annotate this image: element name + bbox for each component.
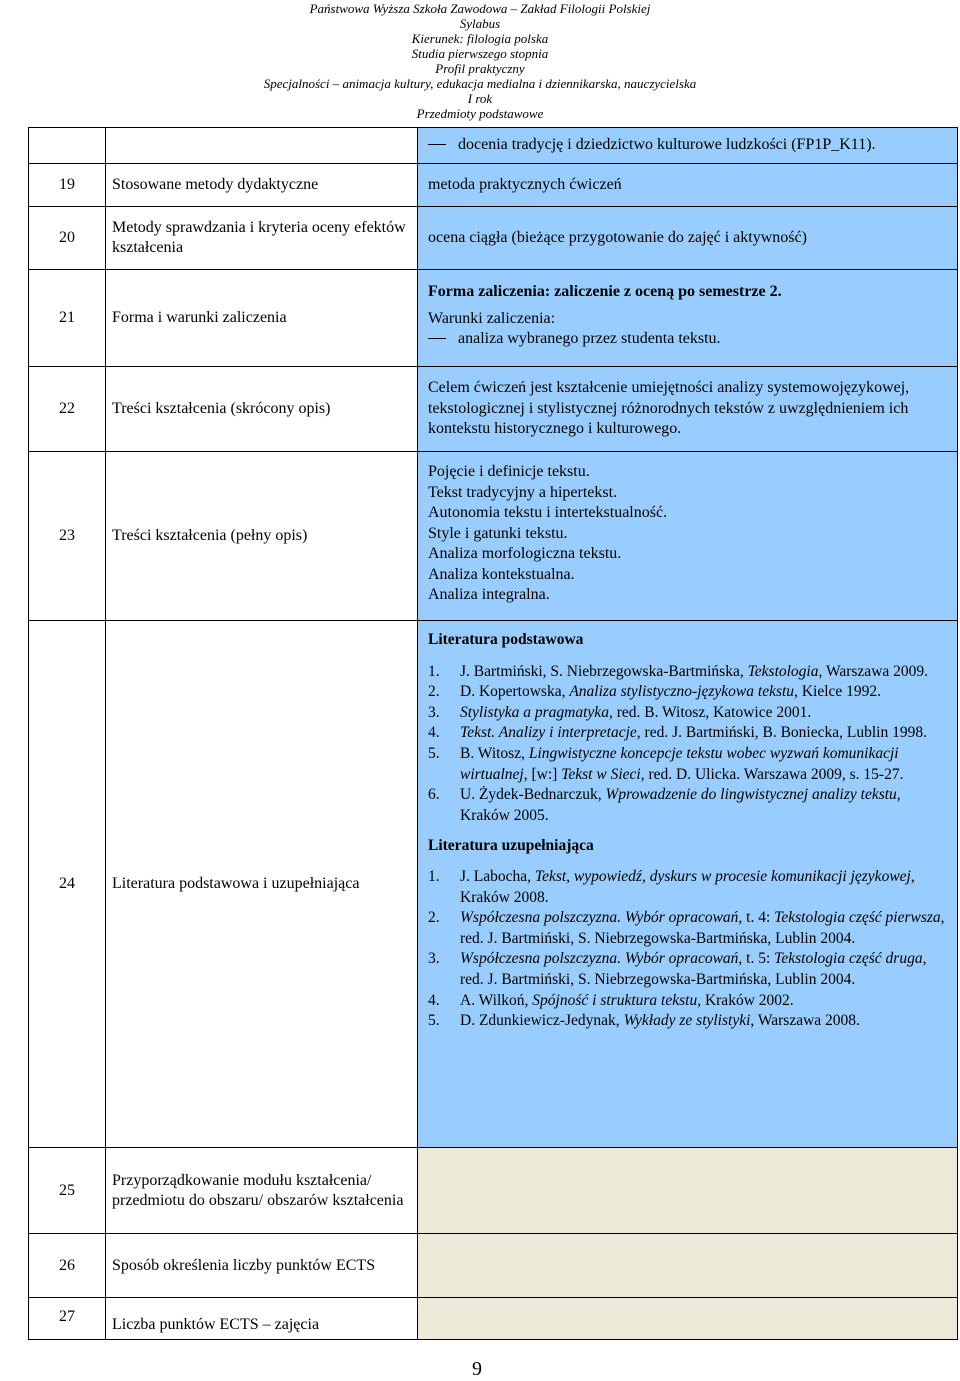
header-rok: I rok	[467, 91, 493, 106]
dash-bullet	[428, 144, 446, 145]
literature-item: 2. D. Kopertowska, Analiza stylistyczno-językowa tekstu, Kielce 1992.	[428, 683, 882, 701]
literature-item: 1. J. Labocha, Tekst, wypowiedź, dyskurs w procesie komunikacji językowej, Kraków 2008.	[428, 867, 915, 906]
header-sylabus: Sylabus	[459, 16, 501, 31]
row-label: Metody sprawdzania i kryteria oceny efektów kształcenia	[105, 206, 418, 270]
literature-item: 3. Współczesna polszczyzna. Wybór opracowań, t. 5: Tekstologia część druga, red. J. Bartmiński, S. Niebrzegowska-Bartmińska, Lublin 2004.	[428, 950, 927, 988]
header-kierunek: Kierunek: filologia polska	[411, 31, 549, 46]
row-label: Stosowane metody dydaktyczne	[105, 163, 418, 207]
header-przedmioty: Przedmioty podstawowe	[416, 106, 544, 121]
row-label: Literatura podstawowa i uzupełniająca	[105, 620, 418, 1148]
row-label: Przyporządkowanie modułu kształcenia/ przedmiotu do obszaru/ obszarów kształcenia	[105, 1147, 418, 1234]
credit-conditions-label: Warunki zaliczenia:	[428, 309, 556, 327]
row-value-cell	[417, 127, 958, 164]
methods-text: metoda praktycznych ćwiczeń	[428, 175, 622, 193]
literature-item: 2. Współczesna polszczyzna. Wybór opracowań, t. 4: Tekstologia część pierwsza, red. J. Bartmiński, S. Niebrzegowska-Bartmińska, Lublin 2004.	[428, 909, 945, 947]
literature-item: 4. A. Wilkoń, Spójność i struktura tekstu, Kraków 2002.	[428, 991, 794, 1009]
content-item: Autonomia tekstu i intertekstualność.	[428, 504, 668, 521]
row-label-cell	[105, 127, 418, 164]
row-value-empty	[417, 1233, 958, 1298]
row-number: 19	[28, 163, 106, 207]
document-header	[0, 0, 960, 120]
row-label: Treści kształcenia (pełny opis)	[105, 451, 418, 621]
row-value-empty	[417, 1297, 958, 1340]
outcome-text: docenia tradycję i dziedzictwo kulturowe ludzkości (FP1P_K11).	[458, 136, 876, 154]
row-number: 20	[28, 206, 106, 270]
extra-literature-heading: Literatura uzupełniająca	[428, 837, 594, 855]
content-summary: Celem ćwiczeń jest kształcenie umiejętności analizy systemowojęzykowej, tekstologicznej i stylistycznej różnorodnych tekstów z uwzględnieniem ich kontekstu historycznego i kulturowego.	[428, 379, 910, 438]
literature-item: 4. Tekst. Analizy i interpretacje, red. J. Bartmiński, B. Boniecka, Lublin 1998.	[428, 724, 927, 742]
content-item: Analiza morfologiczna tekstu.	[428, 545, 622, 562]
row-value	[417, 163, 958, 207]
dash-bullet	[428, 338, 446, 339]
header-specjalnosci: Specjalności – animacja kultury, edukacja medialna i dziennikarska, nauczycielska	[263, 76, 697, 91]
content-item: Pojęcie i definicje tekstu.	[428, 463, 590, 480]
row-number: 27	[28, 1297, 106, 1340]
form-of-credit: Forma zaliczenia: zaliczenie z oceną po semestrze 2.	[428, 283, 782, 300]
extra-literature-list	[428, 867, 947, 1032]
row-value-empty	[417, 1147, 958, 1234]
row-label: Forma i warunki zaliczenia	[105, 269, 418, 367]
row-number-cell	[28, 127, 106, 164]
row-label: Sposób określenia liczby punktów ECTS	[105, 1233, 418, 1298]
literature-item: 5. D. Zdunkiewicz-Jedynak, Wykłady ze stylistyki, Warszawa 2008.	[428, 1012, 860, 1030]
credit-condition-item: analiza wybranego przez studenta tekstu.	[458, 330, 721, 347]
row-value	[417, 366, 958, 452]
content-item: Analiza kontekstualna.	[428, 565, 575, 583]
row-number: 26	[28, 1233, 106, 1298]
row-value	[417, 451, 958, 621]
row-number: 22	[28, 366, 106, 452]
row-label: Liczba punktów ECTS – zajęcia	[105, 1297, 418, 1340]
header-profil: Profil praktyczny	[435, 61, 525, 76]
row-number: 25	[28, 1147, 106, 1234]
page-number: 9	[472, 1358, 482, 1380]
literature-item: 3. Stylistyka a pragmatyka, red. B. Witosz, Katowice 2001.	[428, 703, 812, 721]
row-value	[417, 206, 958, 270]
content-item: Analiza integralna.	[428, 586, 550, 603]
assessment-text: ocena ciągła (bieżące przygotowanie do zajęć i aktywność)	[428, 228, 807, 246]
header-studia: Studia pierwszego stopnia	[411, 46, 549, 61]
row-number: 23	[28, 451, 106, 621]
row-number: 21	[28, 269, 106, 367]
literature-item: 1. J. Bartmiński, S. Niebrzegowska-Bartmińska, Tekstologia, Warszawa 2009.	[428, 662, 929, 680]
row-value	[417, 269, 958, 367]
row-label: Treści kształcenia (skrócony opis)	[105, 366, 418, 452]
literature-item: 5. B. Witosz, Lingwistyczne koncepcje tekstu wobec wyzwań komunikacji wirtualnej, [w:] Tekst w Sieci, red. D. Ulicka. Warszawa 2009, s. 15-27.	[428, 744, 904, 783]
basic-literature-heading: Literatura podstawowa	[428, 631, 584, 648]
content-item: Style i gatunki tekstu.	[428, 524, 568, 542]
row-value	[417, 620, 958, 1148]
basic-literature-list	[428, 662, 947, 827]
row-number: 24	[28, 620, 106, 1148]
literature-item: 6. U. Żydek-Bednarczuk, Wprowadzenie do lingwistycznej analizy tekstu, Kraków 2005.	[428, 786, 901, 824]
header-institution: Państwowa Wyższa Szkoła Zawodowa – Zakład Filologii Polskiej	[309, 1, 651, 16]
content-item: Tekst tradycyjny a hipertekst.	[428, 483, 618, 501]
